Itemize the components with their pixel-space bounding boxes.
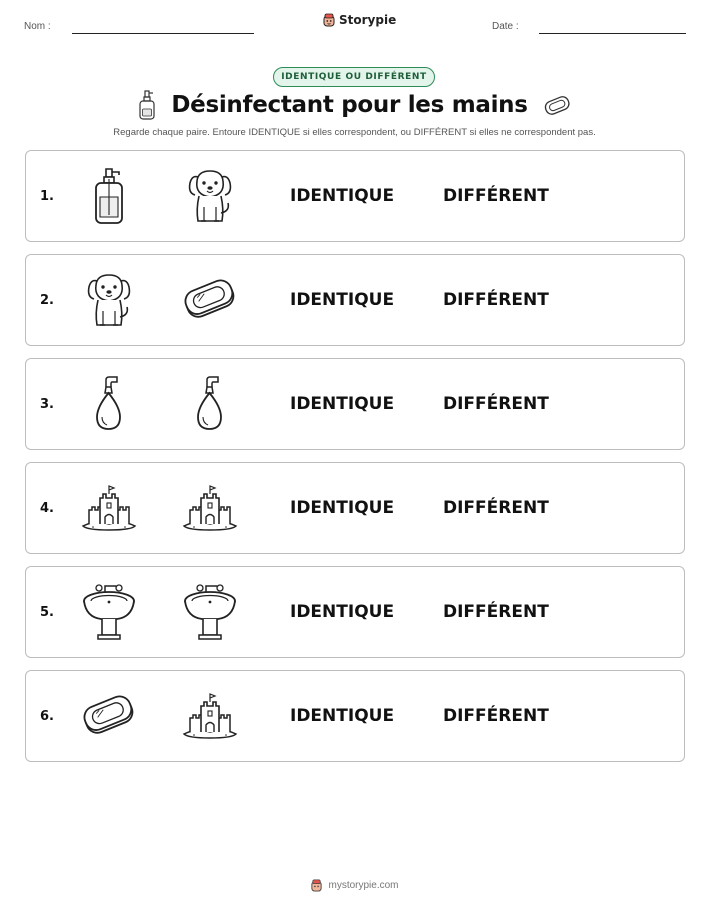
option-identique[interactable]: IDENTIQUE [290,186,395,206]
option-identique[interactable]: IDENTIQUE [290,498,395,518]
sink-icon [181,583,239,641]
date-label: Date : [492,21,519,32]
sandcastle-icon [181,687,239,745]
puppy-icon [181,167,239,225]
exercise-list [25,150,685,774]
option-identique[interactable]: IDENTIQUE [290,602,395,622]
storypie-mascot-icon [310,879,323,892]
option-different[interactable]: DIFFÉRENT [443,498,549,518]
footer [0,879,709,892]
option-different[interactable]: DIFFÉRENT [443,706,549,726]
brand-name: Storypie [339,13,397,27]
row-number: 5. [40,604,54,620]
sandcastle-icon [80,479,138,537]
soap-bar-icon [542,94,572,116]
soap-drop-icon [181,375,239,433]
worksheet-type-badge: IDENTIQUE OU DIFFÉRENT [273,67,435,87]
option-identique[interactable]: IDENTIQUE [290,290,395,310]
name-line[interactable] [72,33,254,34]
pump-bottle-icon [137,90,157,120]
exercise-row [25,566,685,658]
date-line[interactable] [539,33,686,34]
footer-url: mystorypie.com [328,880,399,891]
row-number: 4. [40,500,54,516]
puppy-icon [80,271,138,329]
option-identique[interactable]: IDENTIQUE [290,394,395,414]
pump-bottle-icon [80,167,138,225]
row-number: 6. [40,708,54,724]
sandcastle-icon [181,479,239,537]
exercise-row [25,254,685,346]
name-label: Nom : [24,21,51,32]
exercise-row [25,462,685,554]
sink-icon [80,583,138,641]
row-number: 2. [40,292,54,308]
soap-bar-icon [80,687,138,745]
exercise-row [25,670,685,762]
row-number: 1. [40,188,54,204]
soap-bar-icon [181,271,239,329]
title-row [0,90,709,120]
row-number: 3. [40,396,54,412]
option-identique[interactable]: IDENTIQUE [290,706,395,726]
exercise-row [25,358,685,450]
storypie-mascot-icon [322,13,336,27]
option-different[interactable]: DIFFÉRENT [443,602,549,622]
option-different[interactable]: DIFFÉRENT [443,394,549,414]
soap-drop-icon [80,375,138,433]
instructions: Regarde chaque paire. Entoure IDENTIQUE si elles correspondent, ou DIFFÉRENT si elles ne correspondent pas. [113,127,596,138]
brand-logo [322,13,396,27]
page-title: Désinfectant pour les mains [171,92,528,118]
option-different[interactable]: DIFFÉRENT [443,290,549,310]
exercise-row [25,150,685,242]
option-different[interactable]: DIFFÉRENT [443,186,549,206]
